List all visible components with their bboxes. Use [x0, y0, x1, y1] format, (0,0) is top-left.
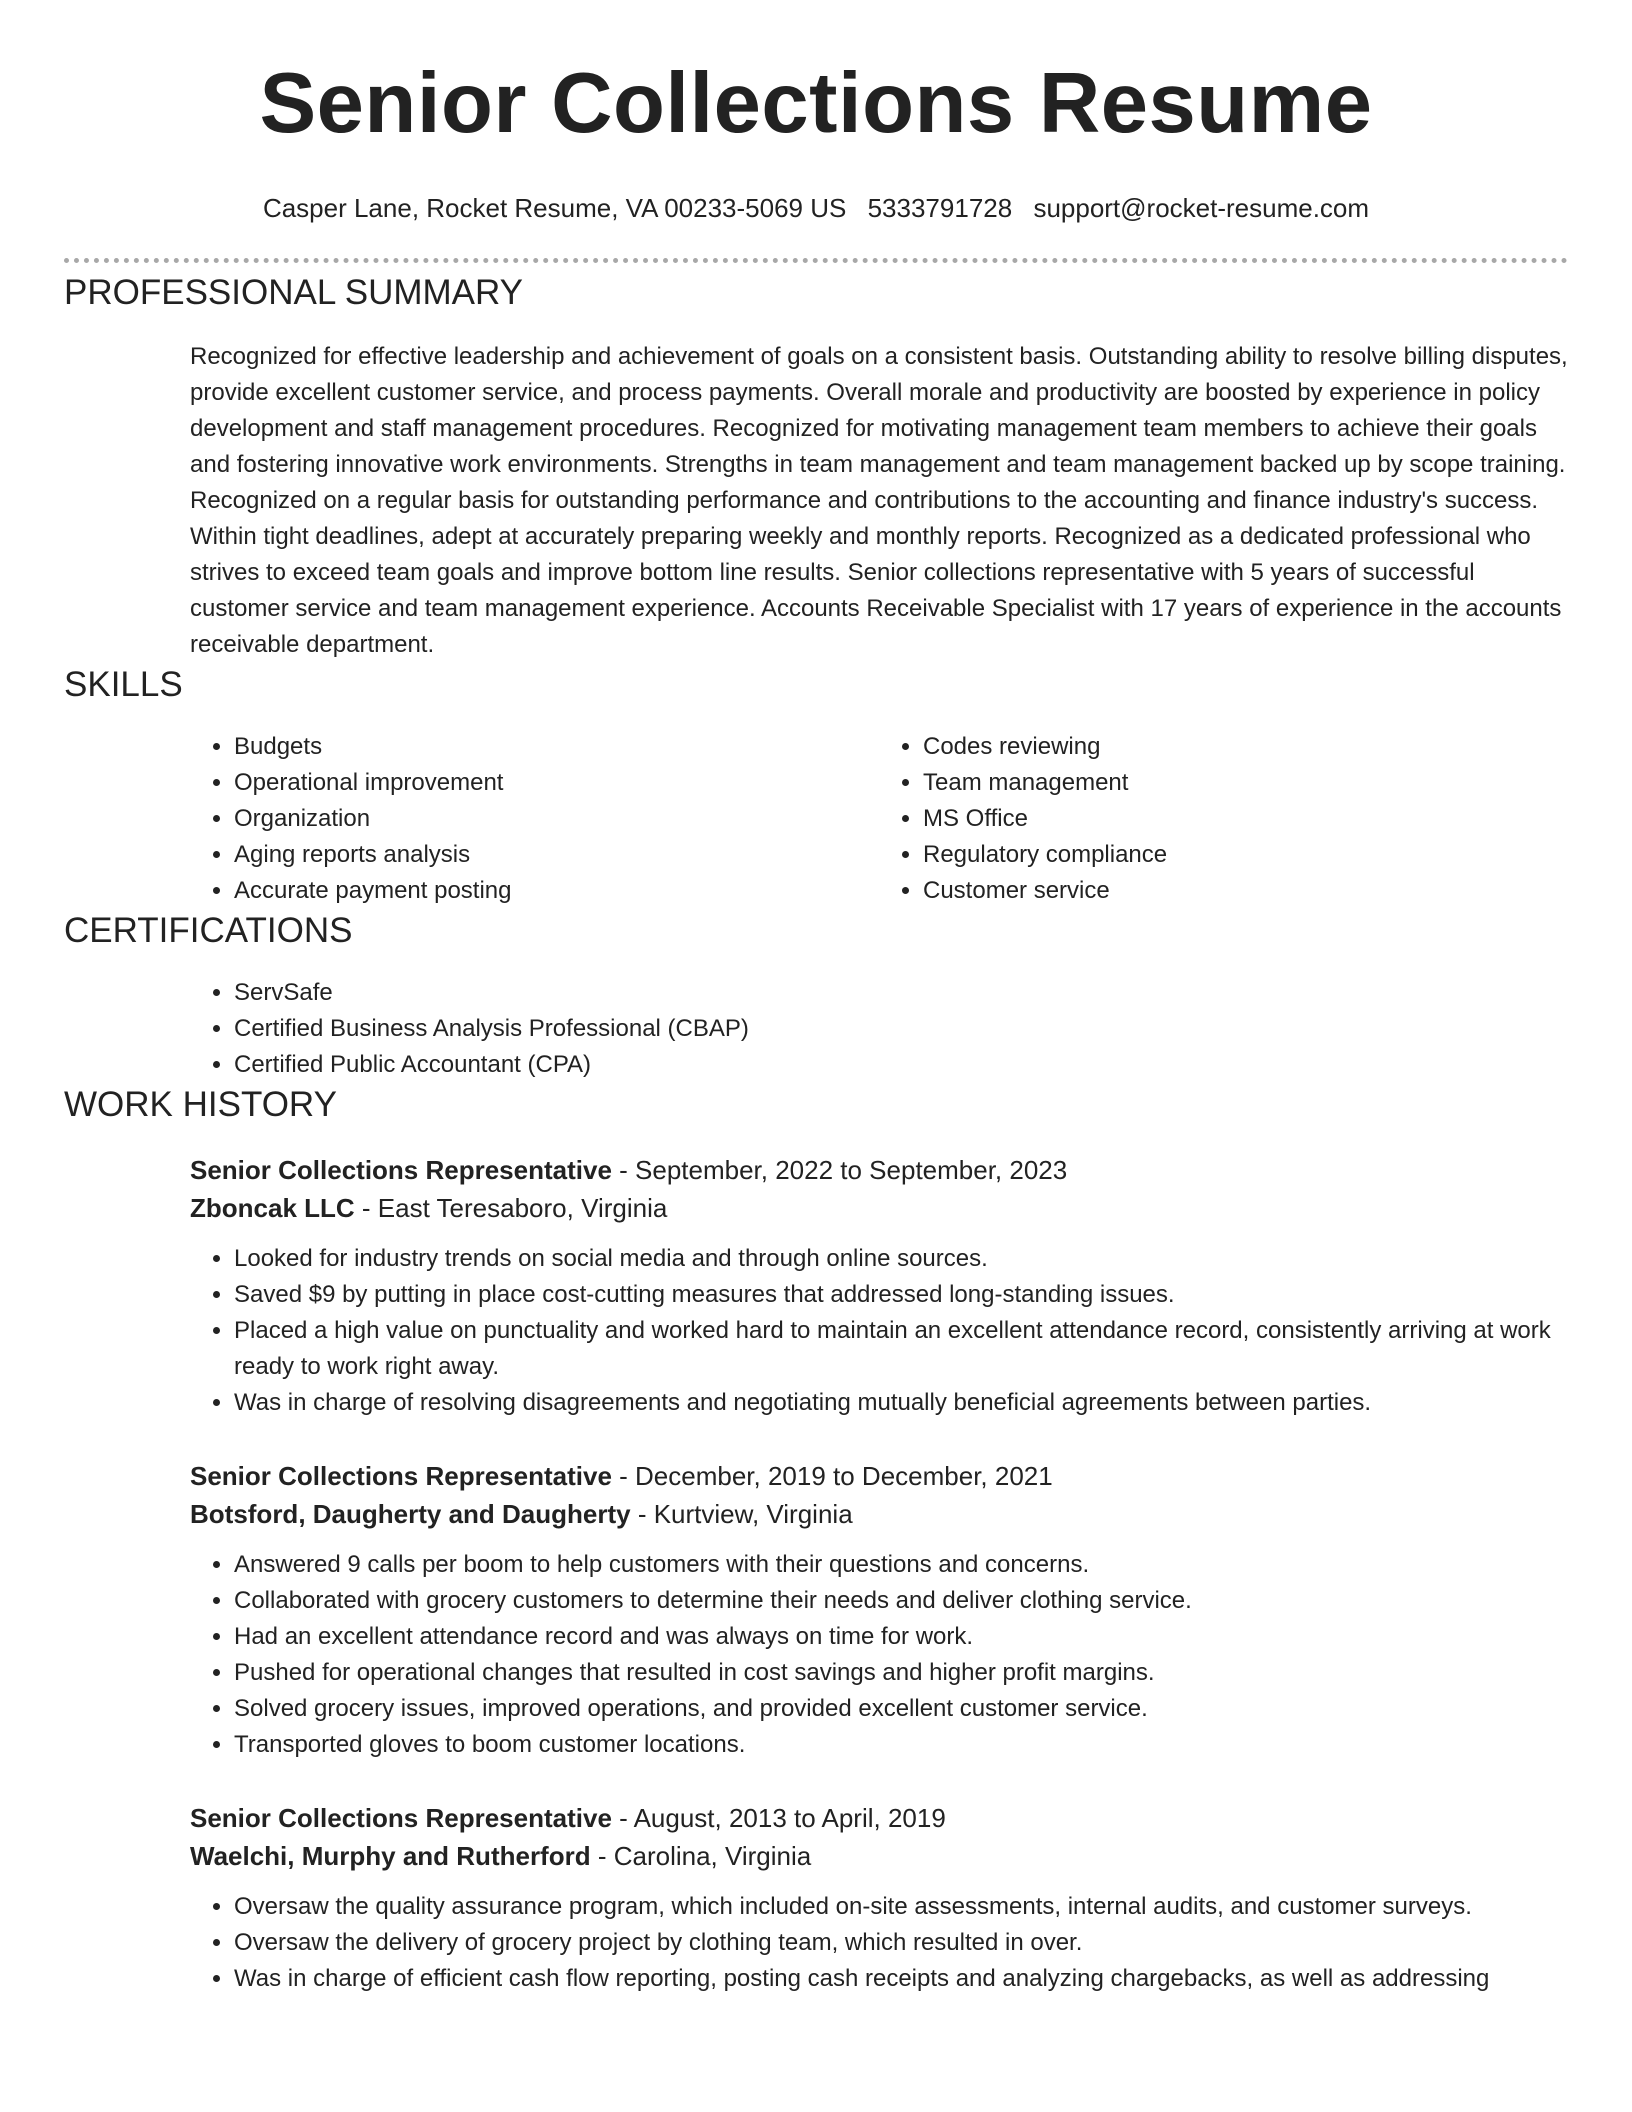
skill-item: • Budgets	[234, 729, 879, 765]
header-divider	[64, 258, 1568, 263]
job-company: Waelchi, Murphy and Rutherford	[190, 1841, 591, 1871]
job-bullet: • Collaborated with grocery customers to determine their needs and deliver clothing service.	[234, 1583, 1568, 1619]
job-bullet: • Oversaw the quality assurance program, which included on-site assessments, internal audits, and customer surveys.	[234, 1889, 1568, 1925]
skill-item: • Operational improvement	[234, 765, 879, 801]
job-bullets	[190, 1547, 1568, 1763]
summary-text: Recognized for effective leadership and achievement of goals on a consistent basis. Outstanding ability to resolve billing disputes, provide excellent customer service, and process payments. Overall morale and productivity are boosted by experience in policy development and staff management procedures. Recognized for motivating management team members to achieve their goals and fostering innovative work environments. Strengths in team management and team management backed up by scope training. Recognized on a regular basis for outstanding performance and contributions to the accounting and finance industry's success. Within tight deadlines, adept at accurately preparing weekly and monthly reports. Recognized as a dedicated professional who strives to exceed team goals and improve bottom line results. Senior collections representative with 5 years of successful customer service and team management experience. Accounts Receivable Specialist with 17 years of experience in the accounts receivable department.	[190, 343, 1568, 658]
skill-item: • Team management	[923, 765, 1568, 801]
job-company-line	[190, 1189, 1568, 1227]
summary-heading: PROFESSIONAL SUMMARY	[64, 273, 523, 312]
job-bullet: • Oversaw the delivery of grocery project by clothing team, which resulted in over.	[234, 1925, 1568, 1961]
skill-item: • Customer service	[923, 873, 1568, 909]
job-bullet: • Was in charge of resolving disagreements and negotiating mutually beneficial agreements between parties.	[234, 1385, 1568, 1421]
skill-item: • Codes reviewing	[923, 729, 1568, 765]
certifications-ul	[190, 975, 1568, 1083]
job-title: Senior Collections Representative	[190, 1803, 612, 1833]
job-bullet: • Saved $9 by putting in place cost-cutting measures that addressed long-standing issues.	[234, 1277, 1568, 1313]
skill-item: • MS Office	[923, 801, 1568, 837]
job-bullet: • Answered 9 calls per boom to help customers with their questions and concerns.	[234, 1547, 1568, 1583]
certification-item: • ServSafe	[234, 975, 1568, 1011]
job-location: - Carolina, Virginia	[590, 1841, 812, 1871]
job-bullet: • Was in charge of efficient cash flow reporting, posting cash receipts and analyzing chargebacks, as well as addressing	[234, 1961, 1568, 1997]
job-bullets	[190, 1241, 1568, 1421]
job-company-line	[190, 1495, 1568, 1533]
skill-item: • Aging reports analysis	[234, 837, 879, 873]
job-bullets	[190, 1889, 1568, 1997]
job-bullet: • Solved grocery issues, improved operations, and provided excellent customer service.	[234, 1691, 1568, 1727]
skills-heading: SKILLS	[64, 665, 183, 704]
job-bullet: • Had an excellent attendance record and was always on time for work.	[234, 1619, 1568, 1655]
certification-item: • Certified Business Analysis Professional (CBAP)	[234, 1011, 1568, 1047]
job-bullet: • Pushed for operational changes that resulted in cost savings and higher profit margins.	[234, 1655, 1568, 1691]
certifications-list	[190, 975, 1568, 1083]
contact-phone: 5333791728	[867, 193, 1013, 223]
job-dates: - August, 2013 to April, 2019	[611, 1803, 946, 1833]
certification-item: • Certified Public Accountant (CPA)	[234, 1047, 1568, 1083]
job-title: Senior Collections Representative	[190, 1461, 612, 1491]
skills-column-left	[190, 729, 879, 909]
skill-item: • Accurate payment posting	[234, 873, 879, 909]
contact-email: support@rocket-resume.com	[1033, 193, 1370, 223]
skill-item: • Organization	[234, 801, 879, 837]
job-company: Zboncak LLC	[190, 1193, 355, 1223]
job-entry	[190, 1457, 1568, 1763]
job-company: Botsford, Daugherty and Daugherty	[190, 1499, 631, 1529]
skill-item: • Regulatory compliance	[923, 837, 1568, 873]
job-dates: - September, 2022 to September, 2023	[611, 1155, 1068, 1185]
job-location: - Kurtview, Virginia	[630, 1499, 853, 1529]
job-bullet: • Transported gloves to boom customer locations.	[234, 1727, 1568, 1763]
job-title-line	[190, 1151, 1568, 1189]
job-title-line	[190, 1457, 1568, 1495]
job-entry	[190, 1151, 1568, 1421]
work-history-heading: WORK HISTORY	[64, 1085, 337, 1124]
job-bullet: • Placed a high value on punctuality and worked hard to maintain an excellent attendance record, consistently arriving at work ready to work right away.	[234, 1313, 1568, 1385]
job-entry	[190, 1799, 1568, 1997]
job-dates: - December, 2019 to December, 2021	[611, 1461, 1053, 1491]
job-title-line	[190, 1799, 1568, 1837]
contact-address: Casper Lane, Rocket Resume, VA 00233-5069 US	[262, 193, 847, 223]
job-location: - East Teresaboro, Virginia	[354, 1193, 668, 1223]
skills-column-right	[879, 729, 1568, 909]
certifications-heading: CERTIFICATIONS	[64, 911, 353, 950]
job-company-line	[190, 1837, 1568, 1875]
resume-title: Senior Collections Resume	[259, 56, 1373, 151]
contact-line	[64, 192, 1568, 224]
skills-list	[190, 729, 1568, 909]
job-title: Senior Collections Representative	[190, 1155, 612, 1185]
job-bullet: • Looked for industry trends on social media and through online sources.	[234, 1241, 1568, 1277]
